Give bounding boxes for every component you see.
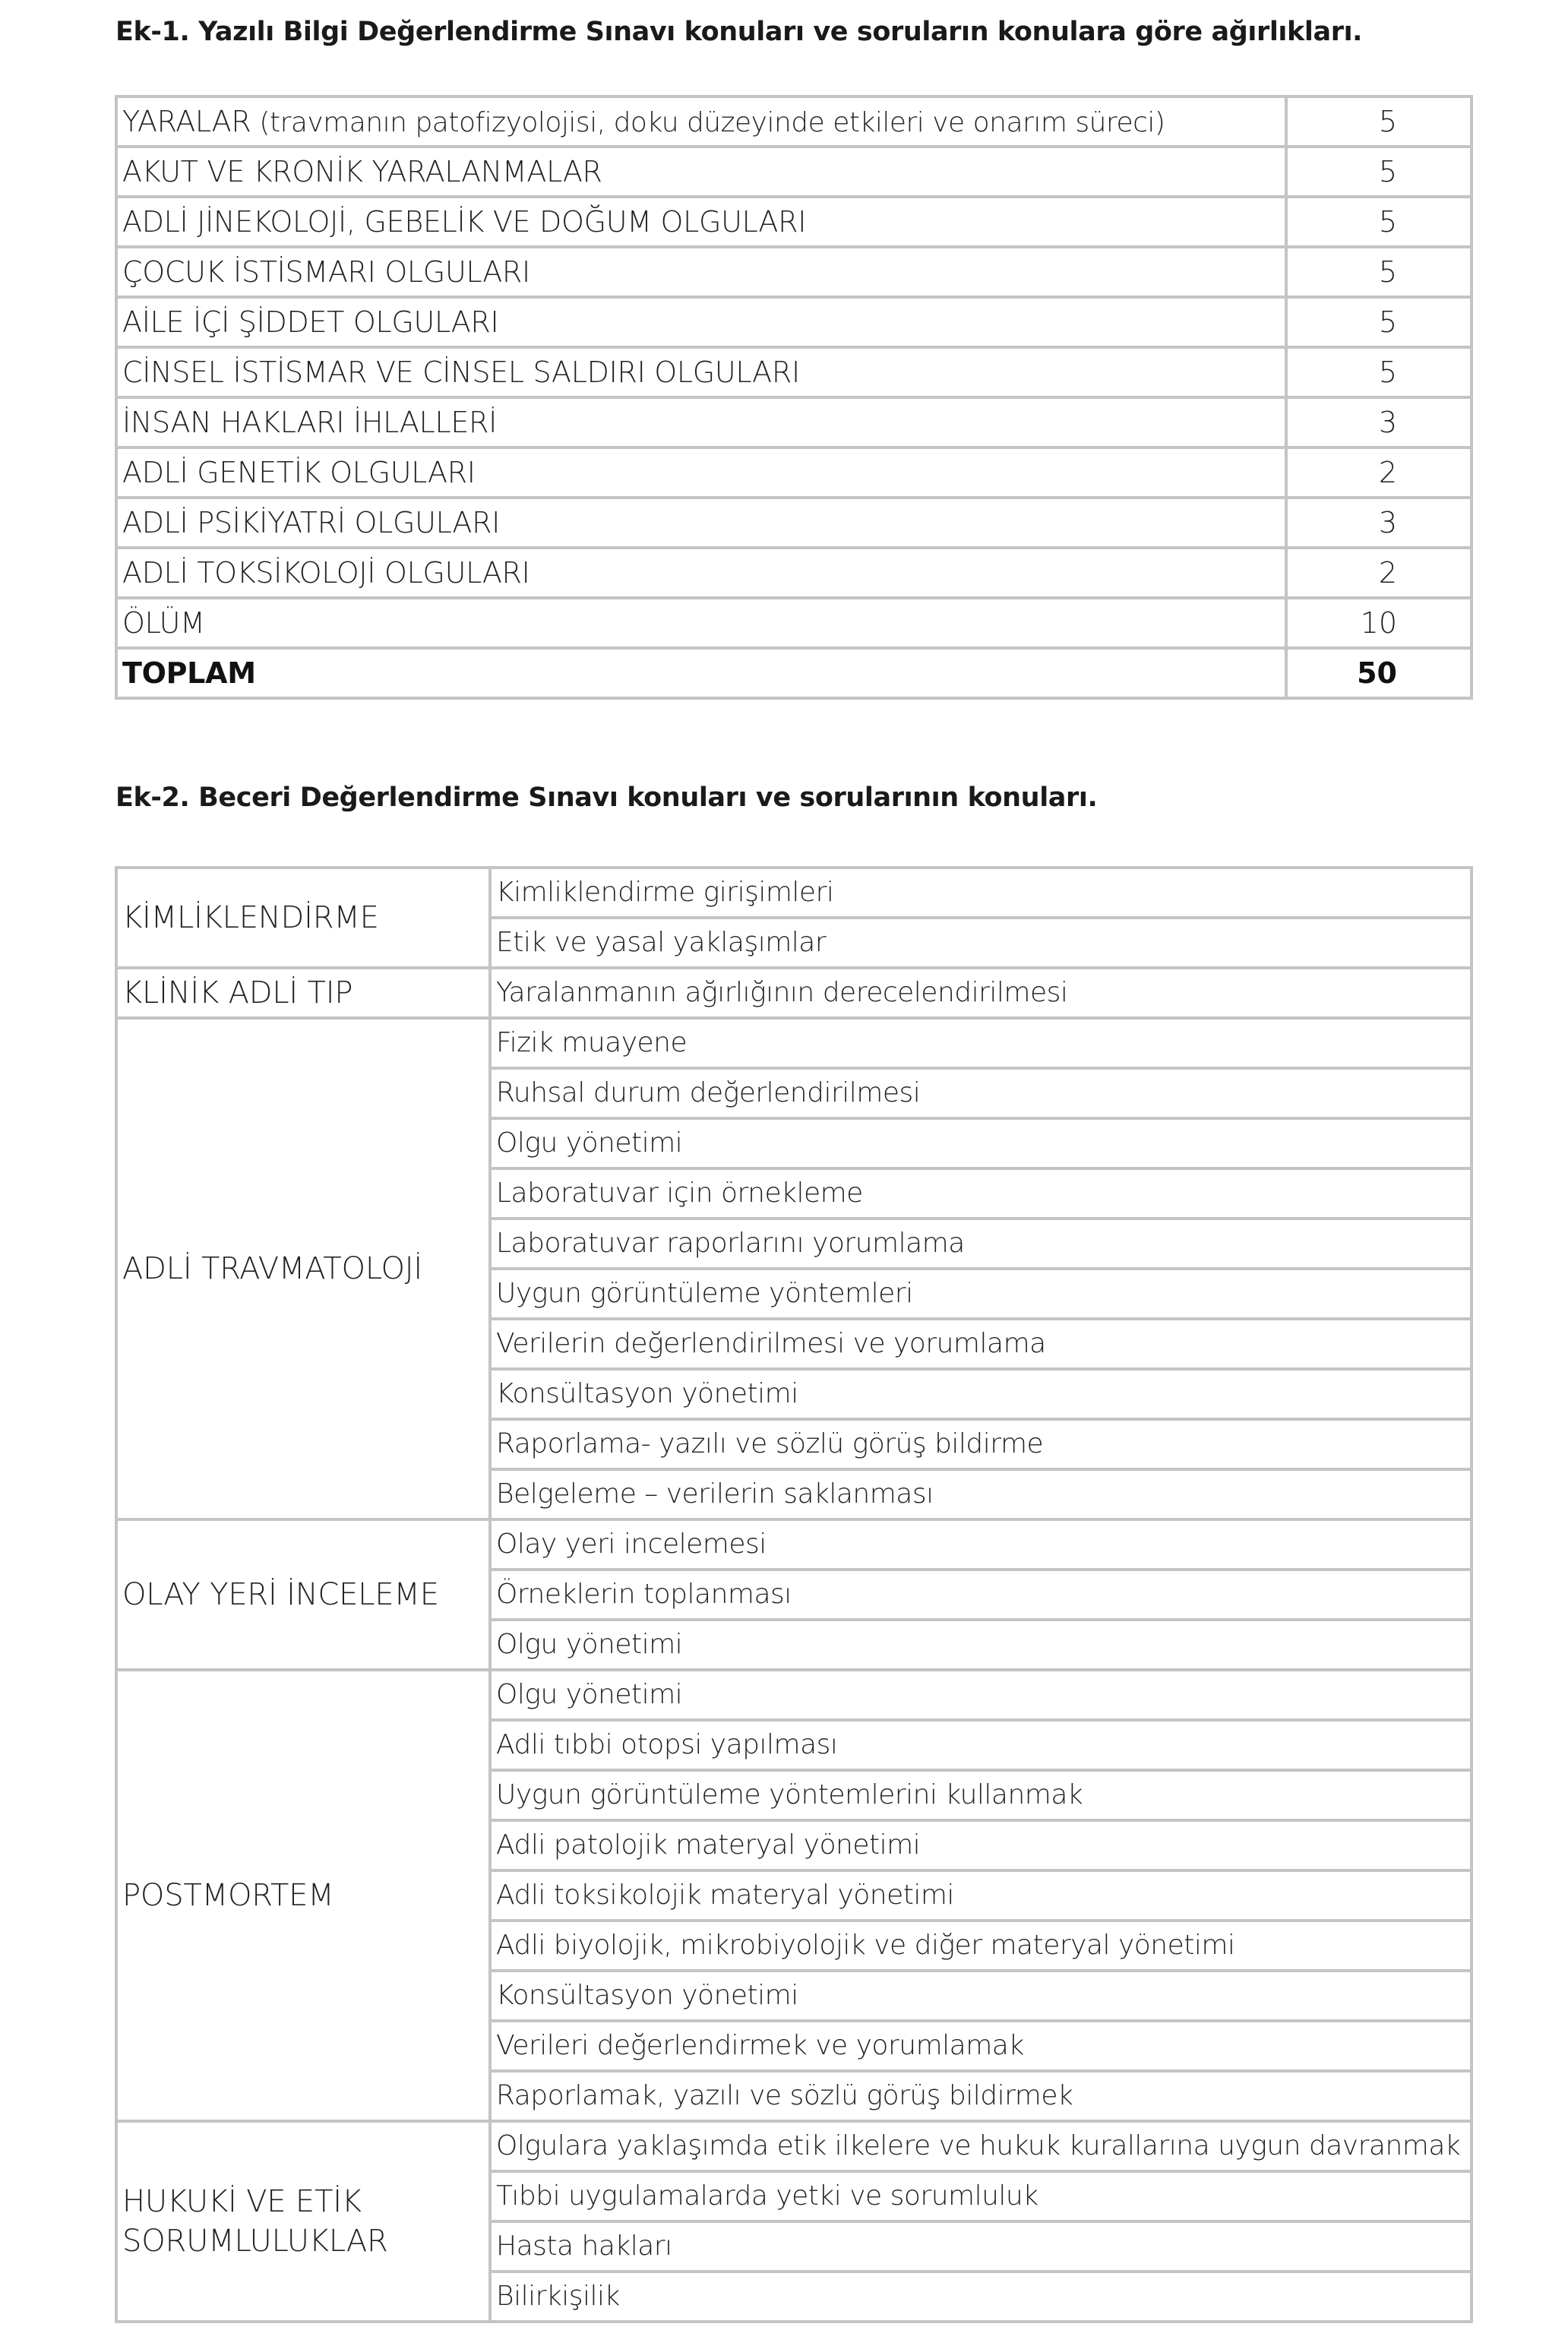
- skill-cell: Olgulara yaklaşımda etik ilkelere ve hukuk kurallarına uygun davranmak: [490, 2121, 1472, 2171]
- table-row: [116, 397, 1472, 447]
- table-row: [116, 197, 1472, 247]
- skill-cell: Bilirkişilik: [490, 2272, 1472, 2322]
- table-row: [116, 347, 1472, 397]
- skill-cell: Laboratuvar raporlarını yorumlama: [490, 1219, 1472, 1269]
- table-row: [116, 598, 1472, 648]
- skill-cell: Adli toksikolojik materyal yönetimi: [490, 1870, 1472, 1921]
- table-row: [116, 1670, 1472, 1720]
- weight-cell: 5: [1286, 347, 1472, 397]
- table-row: [116, 247, 1472, 297]
- category-cell: OLAY YERİ İNCELEME: [116, 1519, 490, 1670]
- skill-cell: Laboratuvar için örnekleme: [490, 1168, 1472, 1219]
- topic-cell: ADLİ JİNEKOLOJİ, GEBELİK VE DOĞUM OLGULARI: [116, 197, 1286, 247]
- skill-cell: Raporlama- yazılı ve sözlü görüş bildirme: [490, 1419, 1472, 1469]
- category-cell: ADLİ TRAVMATOLOJİ: [116, 1018, 490, 1519]
- weight-cell: 5: [1286, 247, 1472, 297]
- table-row: [116, 548, 1472, 598]
- table-row: [116, 868, 1472, 918]
- table-row: [116, 498, 1472, 548]
- table-row: [116, 1018, 1472, 1068]
- skill-cell: Olay yeri incelemesi: [490, 1519, 1472, 1570]
- table-row: [116, 968, 1472, 1018]
- topic-cell: ADLİ GENETİK OLGULARI: [116, 447, 1286, 498]
- table-row: [116, 1519, 1472, 1570]
- ek2-table: [115, 866, 1473, 2323]
- topic-cell: [116, 96, 1286, 147]
- skill-cell: Verilerin değerlendirilmesi ve yorumlama: [490, 1319, 1472, 1369]
- skill-cell: Verileri değerlendirmek ve yorumlamak: [490, 2021, 1472, 2071]
- category-cell: KLİNİK ADLİ TIP: [116, 968, 490, 1018]
- skill-cell: Konsültasyon yönetimi: [490, 1971, 1472, 2021]
- total-row: [116, 648, 1472, 698]
- weight-cell: 2: [1286, 447, 1472, 498]
- weight-cell: 5: [1286, 147, 1472, 197]
- category-cell: KİMLİKLENDİRME: [116, 868, 490, 968]
- category-cell: HUKUKİ VE ETİK SORUMLULUKLAR: [116, 2121, 490, 2322]
- skill-cell: Adli tıbbi otopsi yapılması: [490, 1720, 1472, 1770]
- skill-cell: Olgu yönetimi: [490, 1670, 1472, 1720]
- topic-cell: ÖLÜM: [116, 598, 1286, 648]
- skill-cell: Belgeleme – verilerin saklanması: [490, 1469, 1472, 1519]
- weight-cell: 3: [1286, 498, 1472, 548]
- skill-cell: Olgu yönetimi: [490, 1620, 1472, 1670]
- skill-cell: Adli biyolojik, mikrobiyolojik ve diğer materyal yönetimi: [490, 1921, 1472, 1971]
- skill-cell: Örneklerin toplanması: [490, 1570, 1472, 1620]
- skill-cell: Uygun görüntüleme yöntemleri: [490, 1269, 1472, 1319]
- topic-cell: ÇOCUK İSTİSMARI OLGULARI: [116, 247, 1286, 297]
- topic-cell: İNSAN HAKLARI İHLALLERİ: [116, 397, 1286, 447]
- skill-cell: Olgu yönetimi: [490, 1118, 1472, 1168]
- skill-cell: Ruhsal durum değerlendirilmesi: [490, 1068, 1472, 1118]
- topic-note: (travmanın patofizyolojisi, doku düzeyinde etkileri ve onarım süreci): [251, 106, 1165, 138]
- weight-cell: 5: [1286, 96, 1472, 147]
- skill-cell: Fizik muayene: [490, 1018, 1472, 1068]
- skill-cell: Etik ve yasal yaklaşımlar: [490, 918, 1472, 968]
- topic-cell: ADLİ TOKSİKOLOJİ OLGULARI: [116, 548, 1286, 598]
- skill-cell: Konsültasyon yönetimi: [490, 1369, 1472, 1419]
- table-row: [116, 297, 1472, 347]
- skill-cell: Raporlamak, yazılı ve sözlü görüş bildirmek: [490, 2071, 1472, 2121]
- total-value: 50: [1286, 648, 1472, 698]
- ek1-table: [115, 95, 1473, 700]
- weight-cell: 3: [1286, 397, 1472, 447]
- skill-cell: Yaralanmanın ağırlığının derecelendirilmesi: [490, 968, 1472, 1018]
- ek2-heading: Ek-2. Beceri Değerlendirme Sınavı konuları ve sorularının konuları.: [115, 783, 1098, 813]
- skill-cell: Adli patolojik materyal yönetimi: [490, 1820, 1472, 1870]
- weight-cell: 5: [1286, 297, 1472, 347]
- total-label: TOPLAM: [116, 648, 1286, 698]
- ek1-heading: Ek-1. Yazılı Bilgi Değerlendirme Sınavı konuları ve soruların konulara göre ağırlıkları.: [115, 17, 1363, 47]
- table-row: [116, 2121, 1472, 2171]
- topic-cell: CİNSEL İSTİSMAR VE CİNSEL SALDIRI OLGULARI: [116, 347, 1286, 397]
- weight-cell: 5: [1286, 197, 1472, 247]
- topic-label: YARALAR: [122, 104, 251, 138]
- category-cell: POSTMORTEM: [116, 1670, 490, 2121]
- topic-cell: AKUT VE KRONİK YARALANMALAR: [116, 147, 1286, 197]
- weight-cell: 10: [1286, 598, 1472, 648]
- weight-cell: 2: [1286, 548, 1472, 598]
- skill-cell: Tıbbi uygulamalarda yetki ve sorumluluk: [490, 2171, 1472, 2221]
- table-row: [116, 96, 1472, 147]
- topic-cell: AİLE İÇİ ŞİDDET OLGULARI: [116, 297, 1286, 347]
- topic-cell: ADLİ PSİKİYATRİ OLGULARI: [116, 498, 1286, 548]
- table-row: [116, 447, 1472, 498]
- skill-cell: Uygun görüntüleme yöntemlerini kullanmak: [490, 1770, 1472, 1820]
- skill-cell: Hasta hakları: [490, 2221, 1472, 2272]
- table-row: [116, 147, 1472, 197]
- skill-cell: Kimliklendirme girişimleri: [490, 868, 1472, 918]
